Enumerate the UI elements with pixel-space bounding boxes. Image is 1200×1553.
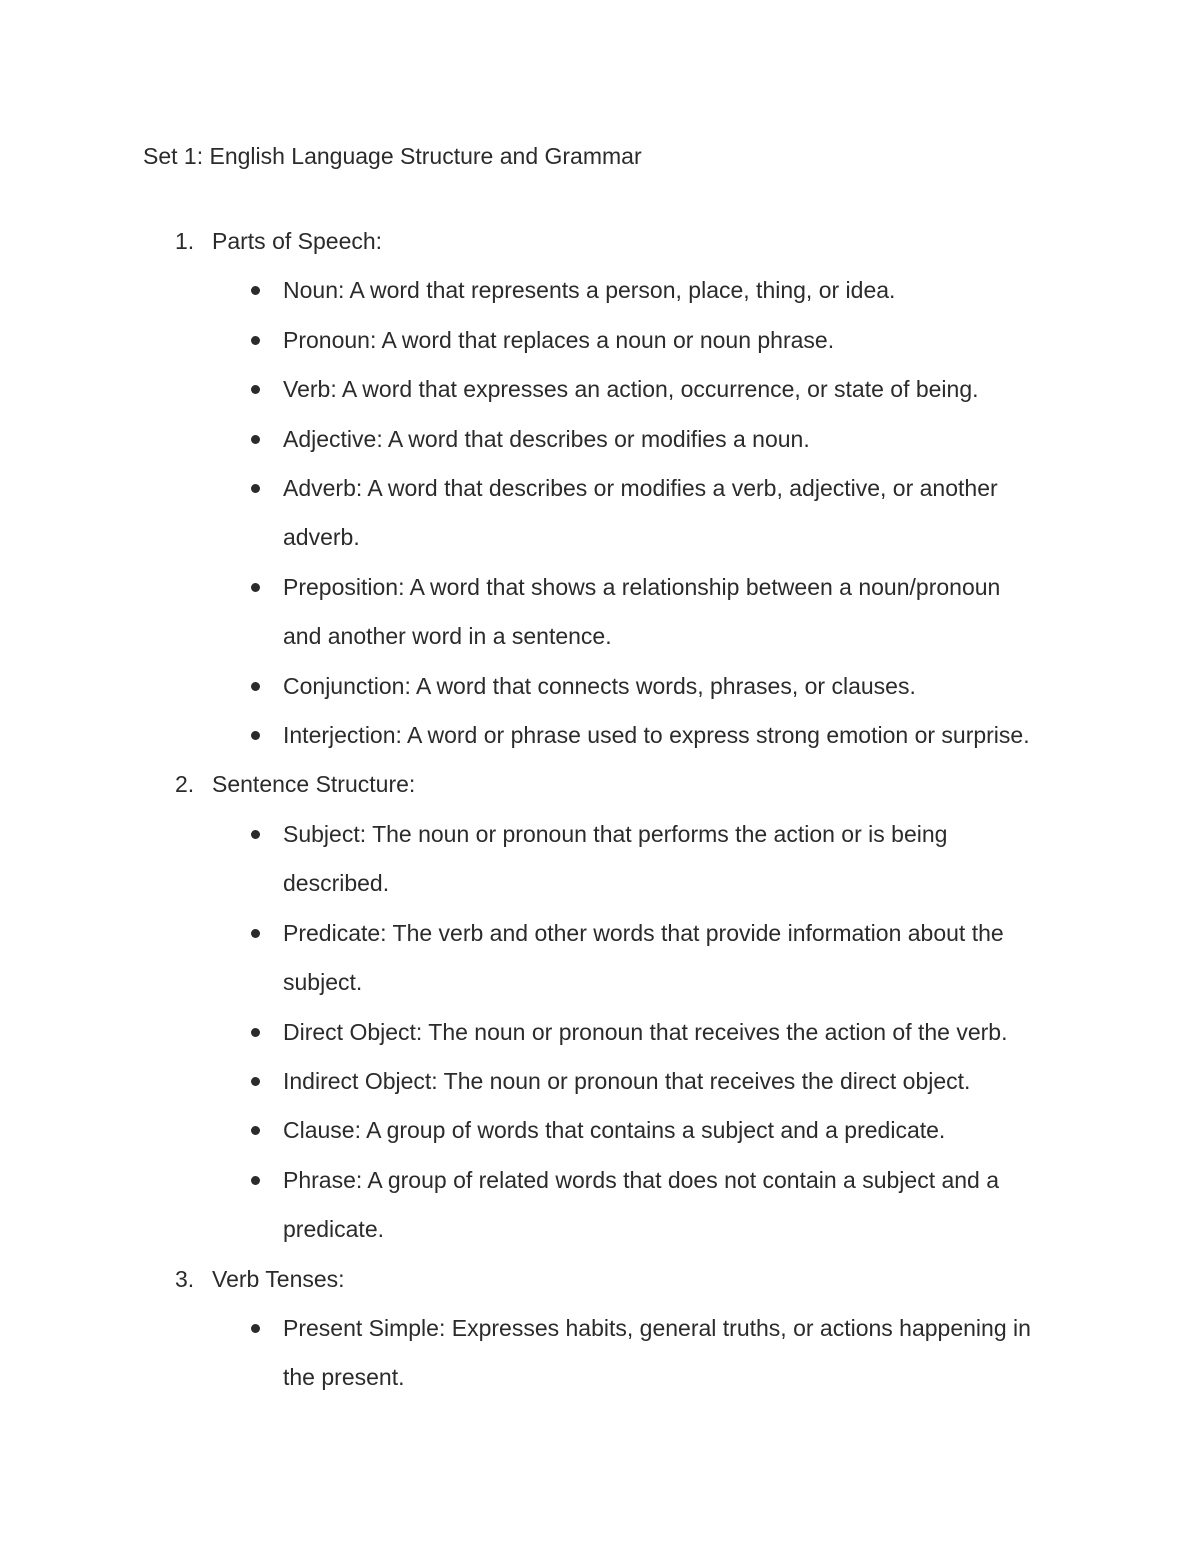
bullet-icon	[251, 1126, 260, 1135]
item-list	[0, 266, 1200, 760]
bullet-icon	[251, 1176, 260, 1185]
list-item	[0, 909, 1043, 1008]
item-list	[0, 810, 1200, 1255]
list-item	[0, 1008, 1043, 1057]
section-heading-text: Sentence Structure:	[212, 771, 416, 798]
bullet-icon	[251, 1324, 260, 1333]
item-text: Subject: The noun or pronoun that performs the action or is being described.	[283, 820, 948, 897]
section-heading	[0, 217, 1200, 266]
document-title: Set 1: English Language Structure and Grammar	[143, 143, 642, 169]
section-number: 1.	[175, 228, 195, 254]
section-heading	[0, 760, 1200, 809]
item-text: Indirect Object: The noun or pronoun that receives the direct object.	[283, 1067, 971, 1094]
item-text: Adjective: A word that describes or modifies a noun.	[283, 425, 810, 452]
bullet-icon	[251, 830, 260, 839]
list-item	[0, 1057, 1043, 1106]
list-item	[0, 365, 1043, 414]
bullet-icon	[251, 1077, 260, 1086]
list-item	[0, 711, 1043, 760]
item-text: Adverb: A word that describes or modifies a verb, adjective, or another adverb.	[283, 475, 998, 551]
list-item	[0, 662, 1043, 711]
bullet-icon	[251, 682, 260, 691]
bullet-icon	[251, 286, 260, 295]
section-verb-tenses	[0, 1255, 1200, 1403]
item-text: Verb: A word that expresses an action, occurrence, or state of being.	[283, 376, 979, 403]
list-item	[0, 415, 1043, 464]
bullet-icon	[251, 336, 260, 345]
item-text: Direct Object: The noun or pronoun that receives the action of the verb.	[283, 1018, 1008, 1045]
section-parts-of-speech	[0, 217, 1200, 760]
list-item	[0, 810, 1043, 909]
item-text: Conjunction: A word that connects words, phrases, or clauses.	[283, 672, 916, 699]
item-text: Phrase: A group of related words that does not contain a subject and a predicate.	[283, 1166, 1000, 1243]
section-number: 3.	[175, 1265, 195, 1292]
item-text: Noun: A word that represents a person, place, thing, or idea.	[283, 277, 896, 304]
section-heading	[0, 1255, 1200, 1304]
item-text: Present Simple: Expresses habits, general truths, or actions happening in the present.	[283, 1314, 1031, 1391]
list-item	[0, 1106, 1043, 1155]
list-item	[0, 563, 1043, 662]
section-sentence-structure	[0, 760, 1200, 1254]
list-item	[0, 464, 1043, 563]
list-item	[0, 316, 1043, 365]
section-heading-text: Verb Tenses:	[212, 1265, 345, 1292]
bullet-icon	[251, 385, 260, 394]
section-list	[0, 217, 1200, 1403]
list-item	[0, 1156, 1043, 1255]
section-number: 2.	[175, 771, 195, 798]
item-text: Clause: A group of words that contains a subject and a predicate.	[283, 1117, 946, 1144]
bullet-icon	[251, 929, 260, 938]
list-item	[0, 266, 1043, 315]
bullet-icon	[251, 583, 260, 592]
item-text: Predicate: The verb and other words that provide information about the subject.	[283, 919, 1004, 996]
list-item	[0, 1304, 1043, 1403]
item-text: Preposition: A word that shows a relationship between a noun/pronoun and another word in a sentence.	[283, 573, 1001, 650]
bullet-icon	[251, 484, 260, 493]
item-text: Pronoun: A word that replaces a noun or noun phrase.	[283, 326, 835, 353]
item-list	[0, 1304, 1200, 1403]
section-heading-text: Parts of Speech:	[212, 228, 383, 254]
item-text: Interjection: A word or phrase used to express strong emotion or surprise.	[283, 722, 1030, 749]
bullet-icon	[251, 435, 260, 444]
bullet-icon	[251, 731, 260, 740]
bullet-icon	[251, 1028, 260, 1037]
